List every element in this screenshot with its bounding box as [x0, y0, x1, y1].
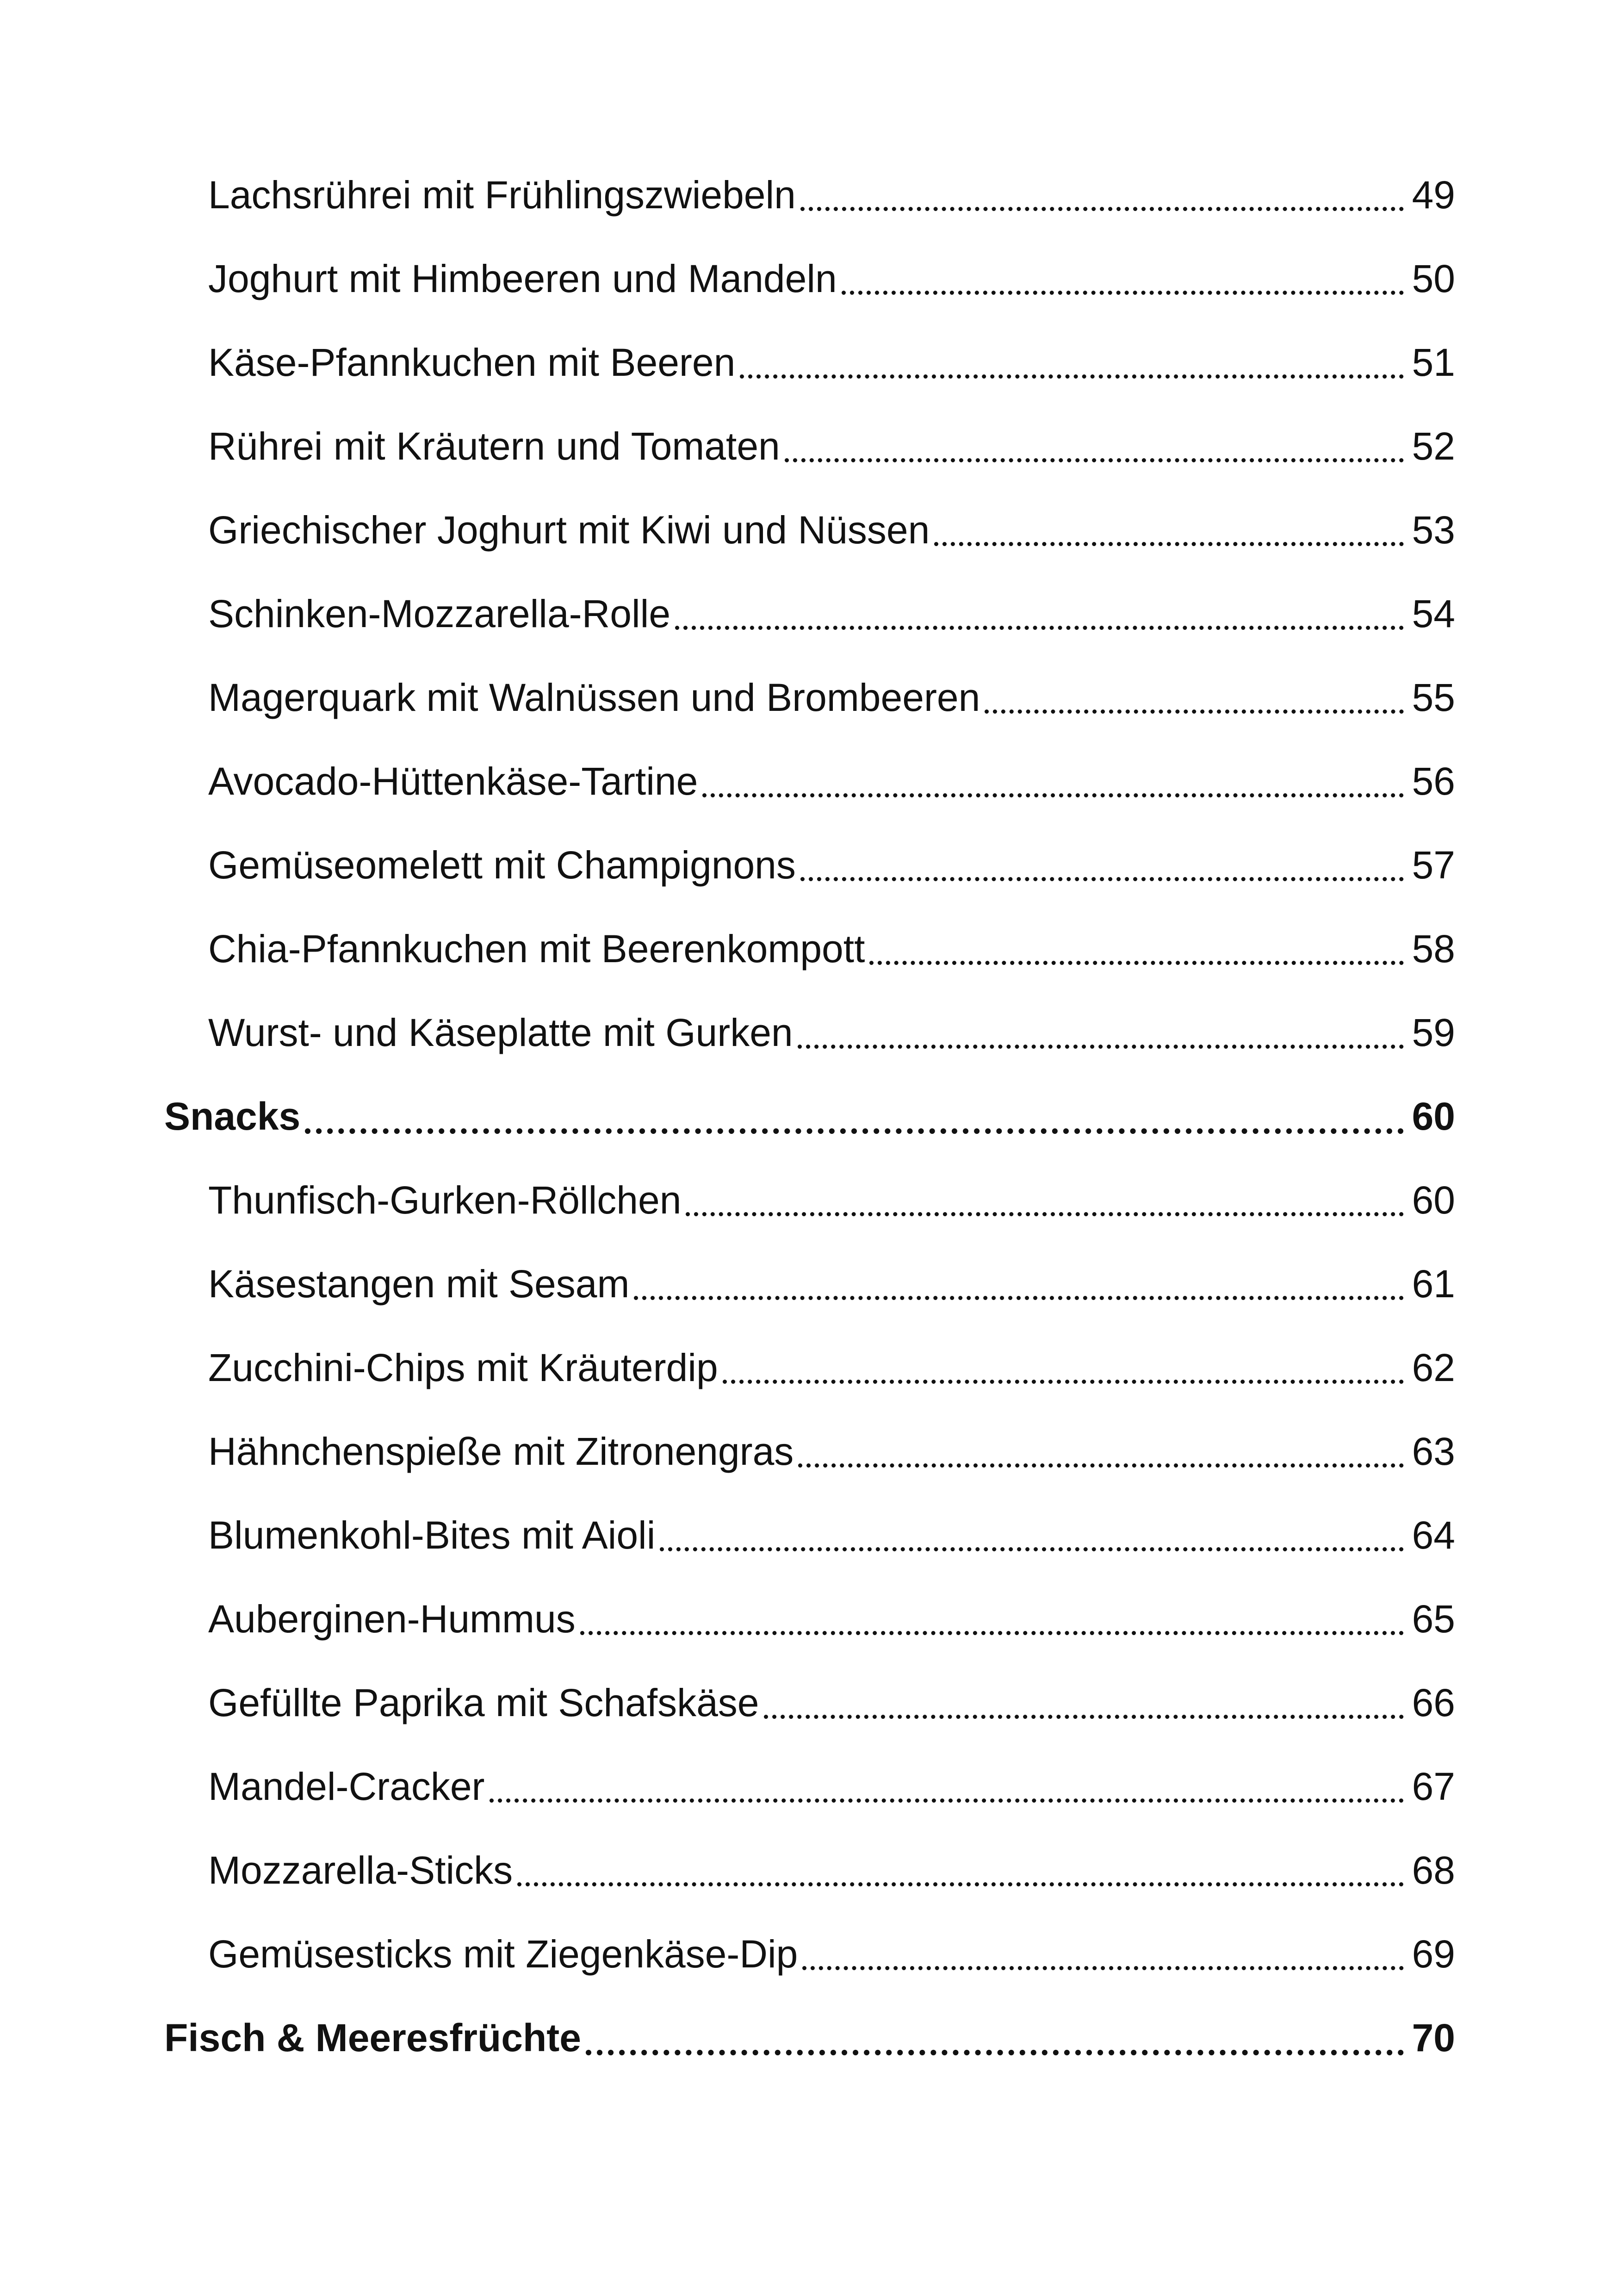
toc-entry[interactable]: [0, 655, 1618, 739]
toc-entry-title: Rührei mit Kräutern und Tomaten: [208, 424, 780, 468]
dot-leader: [580, 1631, 1404, 1635]
toc-entry[interactable]: [0, 1912, 1618, 1996]
toc-entry-page: 58: [1412, 927, 1455, 971]
toc-entry-title: Griechischer Joghurt mit Kiwi und Nüssen: [208, 508, 930, 552]
toc-entry-page: 66: [1412, 1680, 1455, 1724]
toc-entry-page: 59: [1412, 1010, 1455, 1054]
toc-entry-page: 51: [1412, 340, 1455, 384]
toc-entry[interactable]: [0, 1242, 1618, 1325]
toc-entry[interactable]: [0, 320, 1618, 404]
dot-leader: [702, 793, 1403, 797]
toc-entry-title: Thunfisch-Gurken-Röllchen: [208, 1178, 682, 1222]
toc-entry-page: 56: [1412, 759, 1455, 803]
dot-leader: [869, 961, 1403, 965]
dot-leader: [740, 374, 1403, 379]
toc-entry-title: Avocado-Hüttenkäse-Tartine: [208, 759, 698, 803]
toc-entry[interactable]: [0, 1493, 1618, 1577]
toc-entry[interactable]: [0, 236, 1618, 320]
toc-entry[interactable]: [0, 907, 1618, 990]
dot-leader: [723, 1380, 1404, 1384]
dot-leader: [798, 1463, 1403, 1468]
toc-entry[interactable]: [0, 1744, 1618, 1828]
dot-leader: [802, 1966, 1403, 1970]
dot-leader: [985, 709, 1403, 714]
toc-entry[interactable]: [0, 488, 1618, 572]
toc-section-heading[interactable]: [0, 1996, 1618, 2079]
toc-entry-title: Blumenkohl-Bites mit Aioli: [208, 1513, 656, 1557]
toc-entry-page: 54: [1412, 591, 1455, 635]
dot-leader: [517, 1882, 1403, 1886]
dot-leader: [934, 542, 1403, 546]
dot-leader: [490, 1798, 1404, 1803]
toc-entry[interactable]: [0, 739, 1618, 823]
toc-entry[interactable]: [0, 404, 1618, 488]
dot-leader: [305, 1128, 1403, 1134]
toc-entry-title: Wurst- und Käseplatte mit Gurken: [208, 1010, 793, 1054]
toc-section-page: 60: [1412, 1094, 1455, 1138]
dot-leader: [785, 458, 1404, 462]
toc-entry-page: 49: [1412, 173, 1455, 217]
toc-entry-page: 67: [1412, 1764, 1455, 1808]
toc-entry-title: Lachsrührei mit Frühlingszwiebeln: [208, 173, 796, 217]
toc-entry[interactable]: [0, 990, 1618, 1074]
toc-entry[interactable]: [0, 1661, 1618, 1744]
toc-entry[interactable]: [0, 1325, 1618, 1409]
toc-entry-page: 61: [1412, 1262, 1455, 1306]
toc-entry-title: Auberginen-Hummus: [208, 1597, 576, 1641]
toc-entry-title: Schinken-Mozzarella-Rolle: [208, 591, 671, 635]
toc-entry-page: 60: [1412, 1178, 1455, 1222]
toc-entry-page: 65: [1412, 1597, 1455, 1641]
dot-leader: [842, 291, 1404, 295]
toc-entry[interactable]: [0, 572, 1618, 655]
toc-entry-title: Käsestangen mit Sesam: [208, 1262, 630, 1306]
toc-entry[interactable]: [0, 1409, 1618, 1493]
dot-leader: [586, 2050, 1404, 2055]
toc-entry-title: Joghurt mit Himbeeren und Mandeln: [208, 256, 837, 300]
dot-leader: [800, 207, 1404, 211]
dot-leader: [798, 1045, 1404, 1049]
toc-entry-page: 55: [1412, 675, 1455, 719]
toc-entry-title: Gemüseomelett mit Champignons: [208, 843, 796, 887]
toc-entry-title: Zucchini-Chips mit Kräuterdip: [208, 1345, 718, 1389]
dot-leader: [686, 1212, 1403, 1216]
toc-entry[interactable]: [0, 823, 1618, 907]
toc-entry-page: 63: [1412, 1429, 1455, 1473]
table-of-contents: [0, 153, 1618, 2079]
dot-leader: [764, 1715, 1404, 1719]
toc-entry-page: 69: [1412, 1932, 1455, 1976]
toc-entry-title: Hähnchenspieße mit Zitronengras: [208, 1429, 794, 1473]
toc-entry-page: 53: [1412, 508, 1455, 552]
toc-entry-title: Gefüllte Paprika mit Schafskäse: [208, 1680, 759, 1724]
dot-leader: [634, 1296, 1403, 1300]
dot-leader: [660, 1547, 1403, 1551]
toc-entry[interactable]: [0, 1158, 1618, 1242]
toc-section-heading[interactable]: [0, 1074, 1618, 1158]
toc-section-title: Fisch & Meeresfrüchte: [164, 2016, 581, 2060]
toc-entry-page: 68: [1412, 1848, 1455, 1892]
toc-section-page: 70: [1412, 2016, 1455, 2060]
toc-entry[interactable]: [0, 1577, 1618, 1661]
toc-entry-page: 50: [1412, 256, 1455, 300]
toc-entry-title: Mozzarella-Sticks: [208, 1848, 513, 1892]
dot-leader: [675, 626, 1404, 630]
toc-entry-title: Mandel-Cracker: [208, 1764, 485, 1808]
toc-section-title: Snacks: [164, 1094, 301, 1138]
toc-entry-page: 62: [1412, 1345, 1455, 1389]
toc-entry-page: 52: [1412, 424, 1455, 468]
toc-entry-title: Gemüsesticks mit Ziegenkäse-Dip: [208, 1932, 798, 1976]
toc-entry-title: Käse-Pfannkuchen mit Beeren: [208, 340, 736, 384]
toc-entry-page: 57: [1412, 843, 1455, 887]
dot-leader: [800, 877, 1404, 881]
toc-entry-title: Magerquark mit Walnüssen und Brombeeren: [208, 675, 980, 719]
toc-entry[interactable]: [0, 1828, 1618, 1912]
toc-entry-title: Chia-Pfannkuchen mit Beerenkompott: [208, 927, 865, 971]
toc-entry-page: 64: [1412, 1513, 1455, 1557]
toc-entry[interactable]: [0, 153, 1618, 236]
